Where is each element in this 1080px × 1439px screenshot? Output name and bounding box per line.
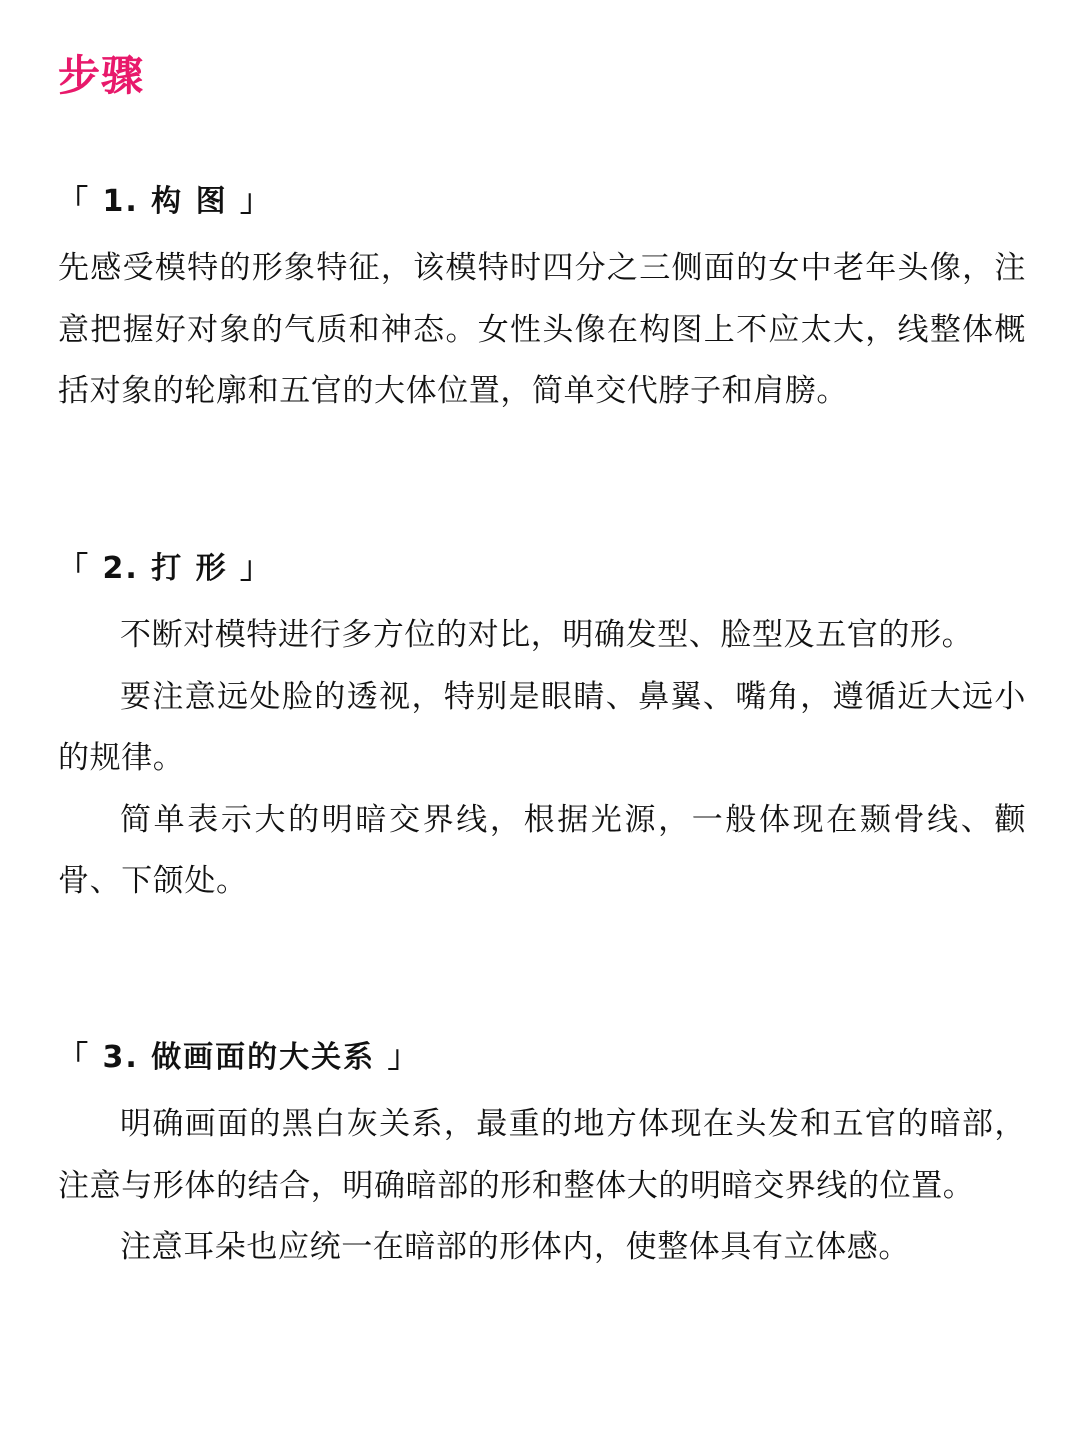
section-heading-composition: 「 1. 构 图 」: [58, 184, 273, 219]
section-heading-shaping: 「 2. 打 形 」: [58, 551, 273, 586]
page-title: 步骤: [58, 51, 145, 100]
paragraph-relations-1: 明确画面的黑白灰关系，最重的地方体现在头发和五官的暗部，注意与形体的结合，明确暗部的形和整体大的明暗交界线的位置。: [58, 1106, 1026, 1204]
paragraph-shaping-3: 简单表示大的明暗交界线，根据光源，一般体现在颞骨线、颧骨、下颌处。: [58, 801, 1026, 899]
paragraph-shaping-2: 要注意远处脸的透视，特别是眼睛、鼻翼、嘴角，遵循近大远小的规律。: [58, 678, 1026, 776]
paragraph-composition: 先感受模特的形象特征，该模特时四分之三侧面的女中老年头像，注意把握好对象的气质和神态。女性头像在构图上不应太大，线整体概括对象的轮廓和五官的大体位置，简单交代脖子和肩膀。: [58, 250, 1026, 409]
section-composition: [58, 180, 1026, 423]
paragraph-shaping-1: 不断对模特进行多方位的对比，明确发型、脸型及五官的形。: [120, 617, 974, 653]
section-shaping: [58, 547, 1026, 913]
paragraph-relations-2: 注意耳朵也应统一在暗部的形体内，使整体具有立体感。: [120, 1229, 910, 1265]
section-heading-relations: 「 3. 做画面的大关系 」: [58, 1040, 420, 1075]
section-relations: [58, 1036, 1026, 1279]
